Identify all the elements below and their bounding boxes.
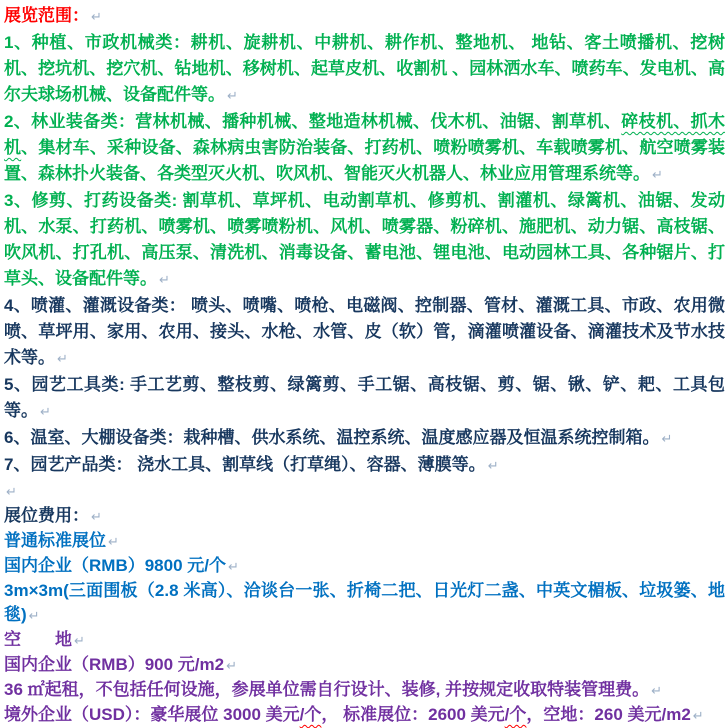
category-1-planting-municipal: [4, 30, 725, 109]
heading-text: 展览范围：: [4, 6, 89, 25]
category-2-forestry-equipment: [4, 109, 725, 188]
category-text: 4、喷灌、灌溉设备类： 喷头、喷嘴、喷枪、电磁阀、控制器、管材、灌溉工具、市政、农用微喷、草坪用、家用、农用、接头、水枪、水管、皮（软）管，滴灌喷灌设备、滴灌技术及节水技术等。: [4, 296, 725, 367]
category-5-garden-tools: [4, 372, 725, 425]
spellcheck-squiggle-text: /个: [504, 705, 527, 724]
spec-text: 3m×3m(三面围板（2.8 米高）、洽谈台一张、折椅二把、日光灯二盏、中英文楣板、垃圾篓、地毯): [4, 581, 725, 624]
price-text: 国内企业（RMB）9800 元/个: [4, 556, 226, 575]
paragraph-return-icon: ↵: [57, 351, 68, 366]
paragraph-return-icon: ↵: [226, 658, 238, 673]
overseas-price: [4, 703, 725, 728]
paragraph-return-icon: ↵: [652, 167, 663, 182]
paragraph-return-icon: ↵: [91, 9, 102, 24]
paragraph-return-icon: ↵: [227, 559, 239, 574]
spellcheck-squiggle-text: 碎枝机、抓木机: [4, 112, 726, 157]
category-text: 6、温室、大棚设备类：栽种槽、供水系统、温控系统、温度感应器及恒温系统控制箱。: [4, 428, 660, 447]
paragraph-return-icon: ↵: [487, 458, 499, 473]
category-text: 7、园艺产品类： 浇水工具、割草线（打草绳）、容器、薄膜等。: [4, 455, 486, 474]
booth-fees-heading: [4, 504, 725, 529]
price-text-tail: ，空地：260 美元/m2: [526, 705, 691, 724]
raw-space-label: [4, 628, 725, 653]
exhibition-scope-section: [4, 3, 725, 479]
paragraph-return-icon: ↵: [6, 484, 17, 499]
price-text-lead: 境外企业（USD）：豪华展位 3000 美元: [4, 705, 300, 724]
note-text: 36 ㎡起租，不包括任何设施，参展单位需自行设计、装修, 并按规定收取特装管理费。: [4, 680, 650, 699]
spellcheck-squiggle-text: /个: [299, 705, 322, 724]
category-text: 3、修剪、打药设备类: 割草机、草坪机、电动割草机、修剪机、割灌机、绿篱机、油锯、发动机、水泵、打药机、喷雾机、喷雾喷粉机、风机、喷雾器、粉碎机、施肥机、动力锯、高枝锯、吹风机、打孔机、高压泵、清洗机、消毒设备、蓄电池、锂电池、电动园林工具、各种锯片、打草头、设备配件等。: [4, 191, 725, 288]
paragraph-return-icon: ↵: [74, 633, 85, 648]
paragraph-return-icon: ↵: [227, 88, 238, 103]
category-text-lead: 2、林业装备类：营林机械、播种机械、整地造林机械、伐木机、油锯、割草机、: [4, 112, 622, 131]
paragraph-return-icon: ↵: [661, 431, 673, 446]
paragraph-return-icon: ↵: [159, 272, 170, 287]
price-text-mid: ， 标准展位：2600 美元: [321, 705, 505, 724]
paragraph-return-icon: ↵: [692, 708, 704, 723]
exhibition-scope-heading: [4, 3, 725, 30]
category-3-pruning-spraying: [4, 188, 725, 293]
domestic-space-price: [4, 653, 725, 678]
standard-booth-label: [4, 529, 725, 554]
category-4-irrigation: [4, 293, 725, 372]
raw-space-note: [4, 678, 725, 703]
category-7-garden-products: [4, 452, 725, 479]
category-text: 5、园艺工具类: 手工艺剪、整枝剪、绿篱剪、手工锯、高枝锯、剪、锯、锹、铲、耙、工具包等。: [4, 375, 725, 420]
paragraph-return-icon: ↵: [40, 404, 51, 419]
category-text-tail: 、集材车、采种设备、森林病虫害防治装备、打药机、喷粉喷雾机、车载喷雾机、航空喷雾装置、森林扑火装备、各类型灭火机、吹风机、智能灭火机器人、林业应用管理系统等。: [4, 138, 725, 183]
label-text: 普通标准展位: [4, 531, 106, 550]
paragraph-return-icon: ↵: [651, 683, 662, 698]
category-6-greenhouse: [4, 425, 725, 452]
paragraph-return-icon: ↵: [28, 608, 40, 623]
price-text: 国内企业（RMB）900 元/m2: [4, 655, 225, 674]
paragraph-return-icon: ↵: [91, 509, 102, 524]
booth-includes-spec: [4, 579, 725, 628]
label-text: 空 地: [4, 630, 72, 649]
domestic-booth-price: [4, 554, 725, 579]
empty-paragraph: [4, 479, 725, 504]
category-text: 1、种植、市政机械类：耕机、旋耕机、中耕机、耕作机、整地机、 地钻、客土喷播机、挖树机、挖坑机、挖穴机、钻地机、移树机、起草皮机、收割机 、园林洒水车、喷药车、发电机、高尔夫球场机械、设备配件等。: [4, 33, 725, 104]
paragraph-return-icon: ↵: [108, 534, 119, 549]
booth-fees-section: [4, 479, 725, 728]
heading-text: 展位费用：: [4, 506, 89, 525]
